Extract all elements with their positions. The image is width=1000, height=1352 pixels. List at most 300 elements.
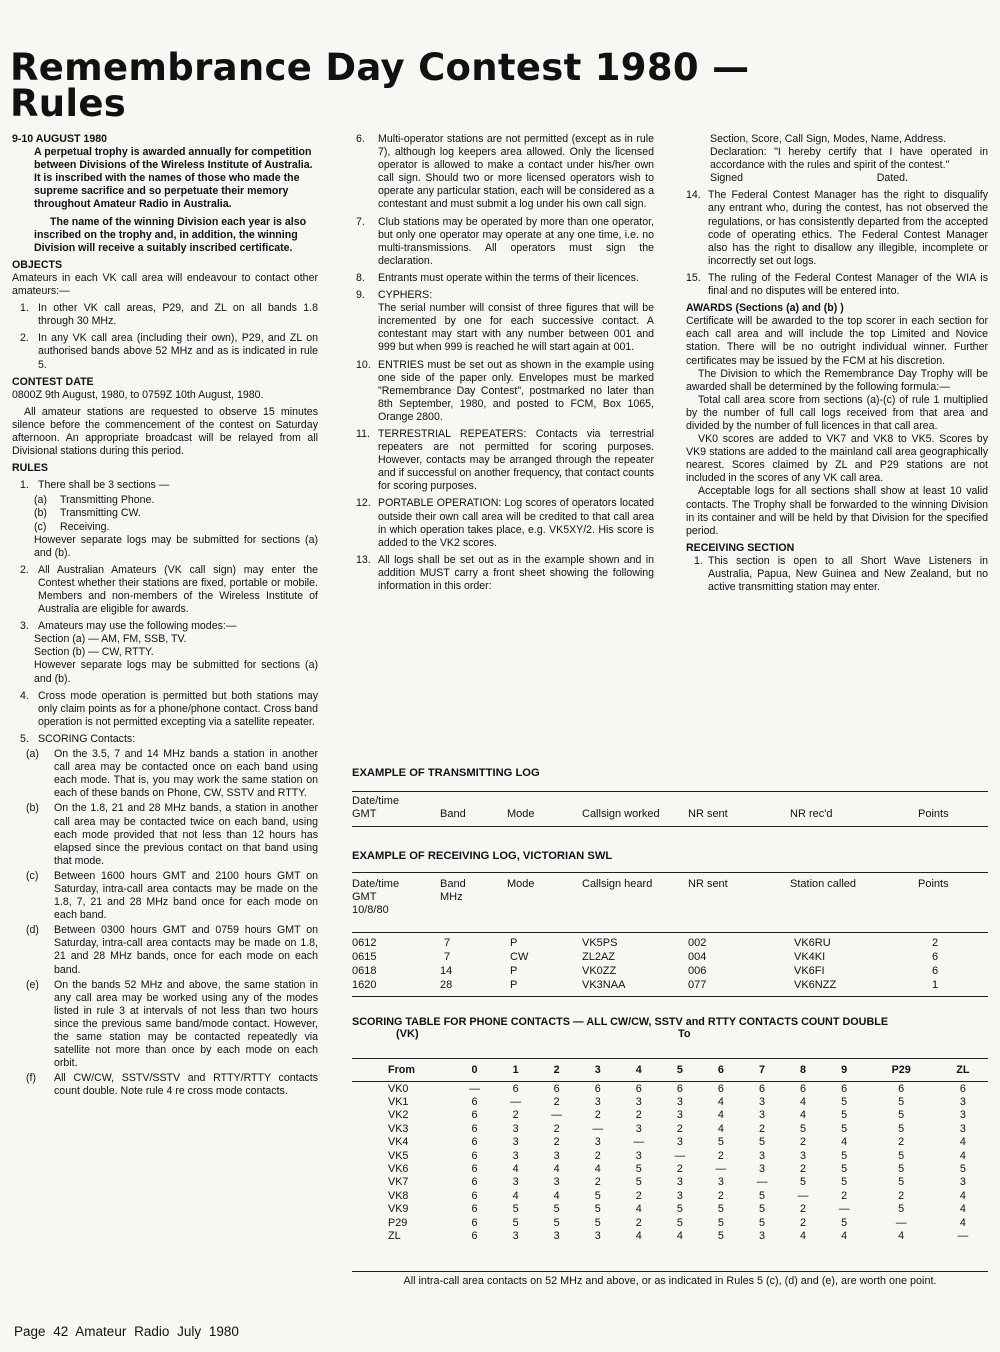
score-cell: 3 <box>676 1096 683 1109</box>
awards-heading: AWARDS (Sections (a) and (b) ) <box>686 302 844 315</box>
rule-text: CYPHERS: <box>378 289 433 302</box>
awards-paragraph-5: Acceptable logs for all sections shall show at least 10 valid contacts. The Trophy shall be forwarded to the winning Division in its container and will be held by that Division for the specified period. <box>686 485 988 537</box>
subitem-label: (d) <box>26 924 39 937</box>
score-cell: 6 <box>594 1082 601 1095</box>
rule-text: There shall be 3 sections — <box>38 479 170 492</box>
silence-paragraph: All amateur stations are requested to observe 15 minutes silence before the commencement of the contest on Saturday afternoon. An appropriate broadcast will be relayed from all Divisional stations during this period. <box>12 405 318 458</box>
log-time: 1620 <box>352 979 377 991</box>
header-nr-recd: NR rec'd <box>790 808 833 820</box>
score-cell: 3 <box>959 1096 966 1109</box>
rule-number: 15. <box>686 271 701 284</box>
score-cell: 4 <box>841 1229 848 1242</box>
rule-11 <box>356 428 654 493</box>
objects-item <box>12 332 318 371</box>
score-cell: 3 <box>758 1109 765 1122</box>
score-cell: 4 <box>959 1216 966 1229</box>
row-from: P29 <box>388 1216 408 1229</box>
score-cell: 4 <box>959 1189 966 1202</box>
score-cell: 4 <box>841 1136 848 1149</box>
rule-text: Club stations may be operated by more than one operator, but only one operator may operate at any one time, i.e. no multi-transmissions. All operators must sign the declaration. <box>378 215 654 267</box>
log-station: VK6RU <box>794 937 831 949</box>
header-gmt: GMT <box>352 808 377 820</box>
score-cell: 2 <box>553 1122 560 1135</box>
score-cell: 5 <box>841 1176 848 1189</box>
row-from: VK1 <box>388 1096 409 1109</box>
transmitting-log-header <box>352 791 988 827</box>
header-to-column: 3 <box>577 1059 618 1082</box>
rule-3-section-a: Section (a) — AM, FM, SSB, TV. <box>34 633 187 646</box>
rule-7 <box>356 216 654 268</box>
contest-date-heading: CONTEST DATE <box>12 375 94 388</box>
contest-date-text: 0800Z 9th August, 1980, to 0759Z 10th August, 1980. <box>12 388 264 401</box>
rule-number: 2. <box>20 563 29 576</box>
header-datetime: Date/time <box>352 795 400 807</box>
rule-1-note: However separate logs may be submitted for sections (a) and (b). <box>34 533 318 559</box>
objects-item <box>12 302 318 328</box>
score-cell: 3 <box>553 1229 560 1242</box>
score-cell: 6 <box>635 1082 642 1095</box>
subitem-label: (b) <box>26 802 39 815</box>
score-cell: 2 <box>635 1216 642 1229</box>
log-time: 0612 <box>352 937 377 949</box>
rule-3-note: However separate logs may be submitted for sections (a) and (b). <box>34 659 318 685</box>
rule-number: 6. <box>356 133 365 145</box>
rule-subitem <box>34 494 318 507</box>
score-cell: 3 <box>959 1122 966 1135</box>
score-cell: 2 <box>898 1189 905 1202</box>
score-cell: — <box>957 1229 969 1242</box>
log-time: 0615 <box>352 951 377 963</box>
score-cell: 5 <box>959 1163 966 1176</box>
subitem-label: (a) <box>26 748 39 761</box>
score-cell: 3 <box>676 1136 683 1149</box>
score-cell: — <box>838 1203 850 1216</box>
objects-item-text: In other VK call areas, P29, and ZL on all bands 1.8 through 30 MHz. <box>38 302 318 328</box>
page-title <box>10 46 970 125</box>
score-cell: 3 <box>553 1149 560 1162</box>
rule-number: 9. <box>356 289 365 302</box>
header-to-column: ZL <box>938 1059 988 1082</box>
log-time: 0618 <box>352 965 377 977</box>
score-cell: — <box>633 1136 645 1149</box>
rule-text: ENTRIES must be set out as shown in the example using one side of the paper only. Envelopes must be marked "Remembrance Day Contest", postmarked no later than 8th September, 1980, and posted to FCM, Box 1065, Orange 2800. <box>378 358 654 423</box>
rule-number: 5. <box>20 732 29 745</box>
score-cell: 5 <box>717 1216 724 1229</box>
receiving-heading: RECEIVING SECTION <box>686 541 795 554</box>
score-cell: 5 <box>512 1216 519 1229</box>
log-nr-sent: 004 <box>688 951 707 963</box>
scoring-vk-label: (VK) <box>396 1028 419 1040</box>
row-from: VK9 <box>388 1203 409 1216</box>
header-nr-sent: NR sent <box>688 808 728 820</box>
rule-number: 14. <box>686 189 701 202</box>
header-mode: Mode <box>507 878 535 890</box>
score-cell: 6 <box>717 1082 724 1095</box>
score-cell: 4 <box>717 1096 724 1109</box>
subitem-text: On the 1.8, 21 and 28 MHz bands, a station in another call area may be contacted twice on each band, using each mode provided that not less than 12 hours has elapsed since the previous contact on that band using that mode. <box>54 802 318 867</box>
subitem-text: Transmitting Phone. <box>60 494 155 507</box>
log-band: 7 <box>444 937 451 949</box>
score-cell: 5 <box>841 1096 848 1109</box>
score-cell: 3 <box>800 1149 807 1162</box>
score-cell: 6 <box>959 1082 966 1095</box>
score-cell: 2 <box>594 1176 601 1189</box>
score-cell: 5 <box>898 1109 905 1122</box>
score-cell: 5 <box>800 1176 807 1189</box>
log-nr-sent: 002 <box>688 937 707 949</box>
rule-10 <box>356 359 654 424</box>
awards-paragraph-1: Certificate will be awarded to the top scorer in each section for each call area and will include the top Limited and Novice station. There will be no outright individual winner. Further certificates may be issued by the FCM at his discretion. <box>686 315 988 367</box>
score-cell: 6 <box>471 1163 478 1176</box>
score-cell: 5 <box>717 1203 724 1216</box>
score-cell: 5 <box>898 1176 905 1189</box>
title-line-2: Rules <box>10 82 127 125</box>
subitem-text: Transmitting CW. <box>60 507 141 520</box>
score-cell: 6 <box>553 1082 560 1095</box>
objects-text: Amateurs in each VK call area will endeavour to contact other amateurs:— <box>12 271 318 298</box>
log-callsign: ZL2AZ <box>582 951 616 963</box>
score-cell: 4 <box>800 1096 807 1109</box>
score-cell: 5 <box>898 1122 905 1135</box>
rule-subitem <box>34 507 318 520</box>
score-cell: 5 <box>841 1109 848 1122</box>
score-cell: 5 <box>676 1216 683 1229</box>
subitem-text: Between 0300 hours GMT and 0759 hours GMT on Saturday, intra-call area contacts may be made on 1.8, 21 and 28 MHz bands, once for each mode on each band. <box>54 924 318 976</box>
title-line-1: Remembrance Day Contest 1980 — <box>10 46 750 89</box>
log-mode: P <box>510 937 518 949</box>
score-cell: 3 <box>758 1096 765 1109</box>
rule-subitem <box>26 924 318 976</box>
row-from: VK4 <box>388 1136 409 1149</box>
rule-text: Entrants must operate within the terms of their licences. <box>378 271 639 284</box>
scoring-row <box>352 1082 988 1096</box>
score-cell: 6 <box>512 1082 519 1095</box>
score-cell: — <box>715 1163 727 1176</box>
scoring-row <box>352 1216 988 1229</box>
header-to-column: 2 <box>536 1059 577 1082</box>
header-to-column: 0 <box>454 1059 495 1082</box>
log-callsign: VK0ZZ <box>582 965 617 977</box>
header-gmt: GMT <box>352 891 377 903</box>
score-cell: 2 <box>717 1189 724 1202</box>
receiving-log-title: EXAMPLE OF RECEIVING LOG, VICTORIAN SWL <box>352 850 613 862</box>
score-cell: 4 <box>553 1163 560 1176</box>
score-cell: 3 <box>676 1176 683 1189</box>
declaration: Declaration: "I hereby certify that I have operated in accordance with the rules and spirit of the contest." <box>710 146 988 172</box>
log-row <box>352 965 988 979</box>
score-cell: 3 <box>717 1176 724 1189</box>
rule-subitem <box>26 1072 318 1098</box>
score-cell: 6 <box>471 1136 478 1149</box>
subitem-label: (c) <box>34 520 47 533</box>
subitem-text: Between 1600 hours GMT and 2100 hours GMT on Saturday, intra-call area contacts may be made on the 1.8, 7, 21 and 28 MHz band once for each mode on each band. <box>54 869 318 922</box>
score-cell: 5 <box>717 1136 724 1149</box>
rule-4 <box>12 690 318 729</box>
score-cell: 6 <box>471 1096 478 1109</box>
rule-number: 11. <box>356 427 370 440</box>
score-cell: 4 <box>635 1203 642 1216</box>
rule-6 <box>356 133 654 212</box>
score-cell: 3 <box>758 1229 765 1242</box>
rule-8 <box>356 272 654 285</box>
score-cell: 4 <box>676 1229 683 1242</box>
rule-5 <box>12 733 318 746</box>
score-cell: 4 <box>800 1229 807 1242</box>
rule-15 <box>686 272 988 298</box>
rule-9 <box>356 289 654 354</box>
score-cell: 3 <box>959 1176 966 1189</box>
score-cell: 2 <box>676 1122 683 1135</box>
subitem-label: (a) <box>34 494 47 507</box>
log-row <box>352 951 988 965</box>
score-cell: — <box>551 1109 563 1122</box>
subitem-label: (e) <box>26 978 39 991</box>
score-cell: 6 <box>471 1229 478 1242</box>
log-station: VK4KI <box>794 951 826 963</box>
log-row <box>352 937 988 951</box>
intro-paragraph-2: The name of the winning Division each year is also inscribed on the trophy and, in addition, the winning Division will receive a suitably inscribed certificate. <box>34 215 307 254</box>
score-cell: 2 <box>800 1136 807 1149</box>
column-2 <box>356 133 654 593</box>
row-from: VK2 <box>388 1109 409 1122</box>
scoring-table <box>352 1058 988 1243</box>
score-cell: 5 <box>594 1189 601 1202</box>
score-cell: 6 <box>471 1203 478 1216</box>
score-cell: 2 <box>594 1109 601 1122</box>
transmitting-log-title: EXAMPLE OF TRANSMITTING LOG <box>352 767 540 779</box>
rule-text: Cross mode operation is permitted but both stations may only claim points as for a phone/phone contact. Cross band operation is not permitted excepting via a satellite repeater. <box>38 689 318 728</box>
log-station: VK6NZZ <box>794 979 837 991</box>
header-to-column: 6 <box>700 1059 741 1082</box>
row-from: VK6 <box>388 1163 409 1176</box>
header-to-column: 8 <box>783 1059 824 1082</box>
score-cell: 5 <box>594 1216 601 1229</box>
row-from: VK3 <box>388 1122 409 1135</box>
score-cell: 2 <box>512 1109 519 1122</box>
score-cell: 5 <box>676 1203 683 1216</box>
header-callsign-worked: Callsign worked <box>582 808 660 820</box>
score-cell: 4 <box>512 1189 519 1202</box>
score-cell: 5 <box>635 1163 642 1176</box>
header-band: Band <box>440 878 466 890</box>
rule-subitem <box>26 979 318 1071</box>
scoring-row <box>352 1122 988 1135</box>
score-cell: 3 <box>594 1096 601 1109</box>
row-from: VK8 <box>388 1189 409 1202</box>
awards-paragraph-2: The Division to which the Remembrance Day Trophy will be awarded shall be determined by the following formula:— <box>686 367 988 393</box>
rule-text: The ruling of the Federal Contest Manager of the WIA is final and no disputes will be entered into. <box>708 271 988 298</box>
rule-text: Amateurs may use the following modes:— <box>38 620 237 633</box>
header-to-column: 7 <box>741 1059 782 1082</box>
score-cell: 2 <box>553 1096 560 1109</box>
subitem-text: On the bands 52 MHz and above, the same station in any call area may be worked using any of the modes listed in rule 3 at intervals of not less than two hours since the previous same band/mode contact. However, the same station may be contacted repeatedly via satellite not more than once by each mode on each orbit. <box>54 978 318 1070</box>
row-from: ZL <box>388 1229 401 1242</box>
subitem-label: (b) <box>34 507 47 520</box>
rule-text: This section is open to all Short Wave Listeners in Australia, Papua, New Guinea and New Zealand, but no active transmitting station may enter. <box>708 554 988 594</box>
receiving-log-example <box>352 850 988 997</box>
header-mode: Mode <box>507 808 535 820</box>
header-date: 10/8/80 <box>352 904 389 916</box>
subitem-label: (c) <box>26 869 39 882</box>
score-cell: — <box>895 1216 907 1229</box>
score-cell: 6 <box>800 1082 807 1095</box>
score-cell: 5 <box>553 1216 560 1229</box>
score-cell: 5 <box>594 1203 601 1216</box>
rule-13-continued: Section, Score, Call Sign, Modes, Name, Address. <box>710 133 947 145</box>
score-cell: 3 <box>676 1109 683 1122</box>
header-to-column: 9 <box>824 1059 865 1082</box>
rule-2 <box>12 564 318 616</box>
rule-text: The Federal Contest Manager has the right to disqualify any entrant who, during the contest, has not observed the regulations, or has consistently departed from the accepted code of operating ethics. The Federal Contest Manager also has the right to disallow any illegible, incomplete or incorrectly set out logs. <box>708 189 988 267</box>
rule-number: 12. <box>356 497 371 510</box>
subitem-text: On the 3.5, 7 and 14 MHz bands a station in another call area may be contacted once on each band using each mode. That is, you may work the same station on each of these bands on Phone, CW, SSTV and RTTY. <box>54 748 318 800</box>
intro-paragraph-1: A perpetual trophy is awarded annually for competition between Divisions of the Wireless Institute of Australia. It is inscribed with the names of those who made the supreme sacrifice and so perpetuate their memory throughout Amateur Radio in Australia. <box>34 146 313 211</box>
header-to-column: 1 <box>495 1059 536 1082</box>
receiving-rule-1 <box>686 555 988 594</box>
score-cell: 2 <box>594 1149 601 1162</box>
score-cell: 5 <box>758 1203 765 1216</box>
scoring-row <box>352 1109 988 1122</box>
header-datetime: Date/time <box>352 878 400 890</box>
score-cell: — <box>592 1122 604 1135</box>
score-cell: 4 <box>959 1203 966 1216</box>
score-cell: 5 <box>841 1216 848 1229</box>
score-cell: 3 <box>553 1176 560 1189</box>
rule-9-detail: The serial number will consist of three figures that will be incremented by one for each successive contact. A contestant may start with any number between 001 and 999 but when 999 is reached he will start again at 001. <box>378 302 654 354</box>
rule-subitem <box>34 521 318 534</box>
score-cell: 4 <box>898 1229 905 1242</box>
awards-paragraph-3: Total call area score from sections (a)-(c) of rule 1 multiplied by the number of full call logs received from that area and divided by the number of full licences in that call area. <box>686 393 988 432</box>
rule-text: PORTABLE OPERATION: Log scores of operators located outside their own call area will be credited to that call area in which operation takes place, e.g. VK5XY/2. His score is added to the VK2 scores. <box>378 497 654 549</box>
score-cell: 2 <box>553 1136 560 1149</box>
score-cell: 4 <box>959 1149 966 1162</box>
objects-item-number: 1. <box>20 302 29 315</box>
row-from: VK7 <box>388 1176 409 1189</box>
row-from: VK0 <box>388 1082 409 1095</box>
score-cell: 6 <box>471 1149 478 1162</box>
rule-text: Multi-operator stations are not permitted (except as in rule 7), although log keepers area allowed. Only the licensed operator is allowed to make a contact under his/her own call sign. Should two or more licensed operators wish to operate any particular station, each will be considered as a contestant and must submit a log under his own call sign. <box>378 133 654 211</box>
log-mode: CW <box>510 951 529 963</box>
score-cell: 4 <box>717 1122 724 1135</box>
rule-text: SCORING Contacts: <box>38 732 136 745</box>
score-cell: 2 <box>635 1189 642 1202</box>
scoring-row <box>352 1149 988 1162</box>
score-cell: 6 <box>471 1176 478 1189</box>
header-from: From <box>352 1059 454 1082</box>
subitem-text: All CW/CW, SSTV/SSTV and RTTY/RTTY contacts count double. Note rule 4 re cross mode contacts. <box>54 1072 318 1098</box>
score-cell: 5 <box>512 1203 519 1216</box>
dated-label: Dated. <box>876 172 908 185</box>
contest-dates: 9-10 AUGUST 1980 <box>12 133 107 145</box>
log-points: 6 <box>932 951 939 963</box>
score-cell: 2 <box>676 1163 683 1176</box>
score-cell: 3 <box>512 1122 519 1135</box>
score-cell: 6 <box>758 1082 765 1095</box>
header-nr-sent: NR sent <box>688 878 728 890</box>
scoring-table-title-block <box>352 1016 988 1042</box>
rule-number: 3. <box>20 620 29 633</box>
rule-number: 7. <box>356 215 365 228</box>
subitem-text: Receiving. <box>60 520 110 533</box>
row-from: VK5 <box>388 1149 409 1162</box>
score-cell: 5 <box>898 1096 905 1109</box>
score-cell: 2 <box>758 1122 765 1135</box>
log-nr-sent: 006 <box>688 965 707 977</box>
score-cell: 4 <box>553 1189 560 1202</box>
rules-heading: RULES <box>12 462 48 475</box>
score-cell: 5 <box>553 1203 560 1216</box>
header-points: Points <box>918 808 949 820</box>
rule-number: 13. <box>356 553 371 566</box>
score-cell: 5 <box>841 1163 848 1176</box>
score-cell: 3 <box>594 1229 601 1242</box>
transmitting-log-example <box>352 767 988 827</box>
scoring-row <box>352 1095 988 1108</box>
score-cell: 6 <box>471 1216 478 1229</box>
score-cell: — <box>797 1189 809 1202</box>
rule-12 <box>356 497 654 549</box>
awards-paragraph-4: VK0 scores are added to VK7 and VK8 to VK5. Scores by VK9 stations are added to the mainland call area geographically nearest. Scores claimed by ZL and P29 stations are not included in the scores of any VK call area. <box>686 433 988 485</box>
receiving-log-header <box>352 872 988 932</box>
score-cell: 3 <box>676 1189 683 1202</box>
rule-3-section-b: Section (b) — CW, RTTY. <box>34 646 154 659</box>
rule-number: 10. <box>356 358 371 371</box>
header-mhz: MHz <box>440 891 463 903</box>
score-cell: 5 <box>717 1229 724 1242</box>
score-cell: 5 <box>898 1149 905 1162</box>
log-callsign: VK3NAA <box>582 979 626 991</box>
log-points: 2 <box>932 937 939 949</box>
log-points: 1 <box>932 979 939 991</box>
score-cell: 2 <box>841 1189 848 1202</box>
score-cell: 3 <box>635 1122 642 1135</box>
score-cell: 5 <box>635 1176 642 1189</box>
rule-1 <box>12 479 318 492</box>
log-station: VK6FI <box>794 965 825 977</box>
rule-13 <box>356 554 654 593</box>
score-cell: 3 <box>512 1136 519 1149</box>
score-cell: 2 <box>635 1109 642 1122</box>
score-cell: 3 <box>635 1149 642 1162</box>
score-cell: 5 <box>758 1136 765 1149</box>
score-cell: 6 <box>471 1109 478 1122</box>
score-cell: 4 <box>717 1109 724 1122</box>
log-band: 7 <box>444 951 451 963</box>
rule-number: 4. <box>20 689 29 702</box>
log-callsign: VK5PS <box>582 937 618 949</box>
score-cell: 6 <box>676 1082 683 1095</box>
score-cell: 2 <box>800 1216 807 1229</box>
score-cell: 2 <box>800 1203 807 1216</box>
header-to-column: P29 <box>865 1059 938 1082</box>
score-cell: 6 <box>841 1082 848 1095</box>
objects-item-text: In any VK call area (including their own), P29, and ZL on authorised bands above 52 MHz and as is indicated in rule 5. <box>38 332 318 371</box>
score-cell: 5 <box>758 1216 765 1229</box>
score-cell: 3 <box>594 1136 601 1149</box>
objects-heading: OBJECTS <box>12 258 63 271</box>
log-band: 28 <box>440 979 453 991</box>
score-cell: 4 <box>959 1136 966 1149</box>
scoring-footnote: All intra-call area contacts on 52 MHz and above, or as indicated in Rules 5 (c), (d) and (e), are worth one point. <box>352 1271 988 1288</box>
scoring-row <box>352 1136 988 1149</box>
score-cell: 5 <box>898 1163 905 1176</box>
score-cell: 4 <box>594 1163 601 1176</box>
log-points: 6 <box>932 965 939 977</box>
rule-text: TERRESTRIAL REPEATERS: Contacts via terrestrial repeaters are not permitted for scoring purposes. However, contacts may be arranged through the repeater and if successful on another frequency, that contact counts for scoring purposes. <box>378 427 654 493</box>
rule-subitem <box>26 748 318 800</box>
rule-number: 1. <box>694 554 703 567</box>
signed-label: Signed <box>710 172 743 185</box>
